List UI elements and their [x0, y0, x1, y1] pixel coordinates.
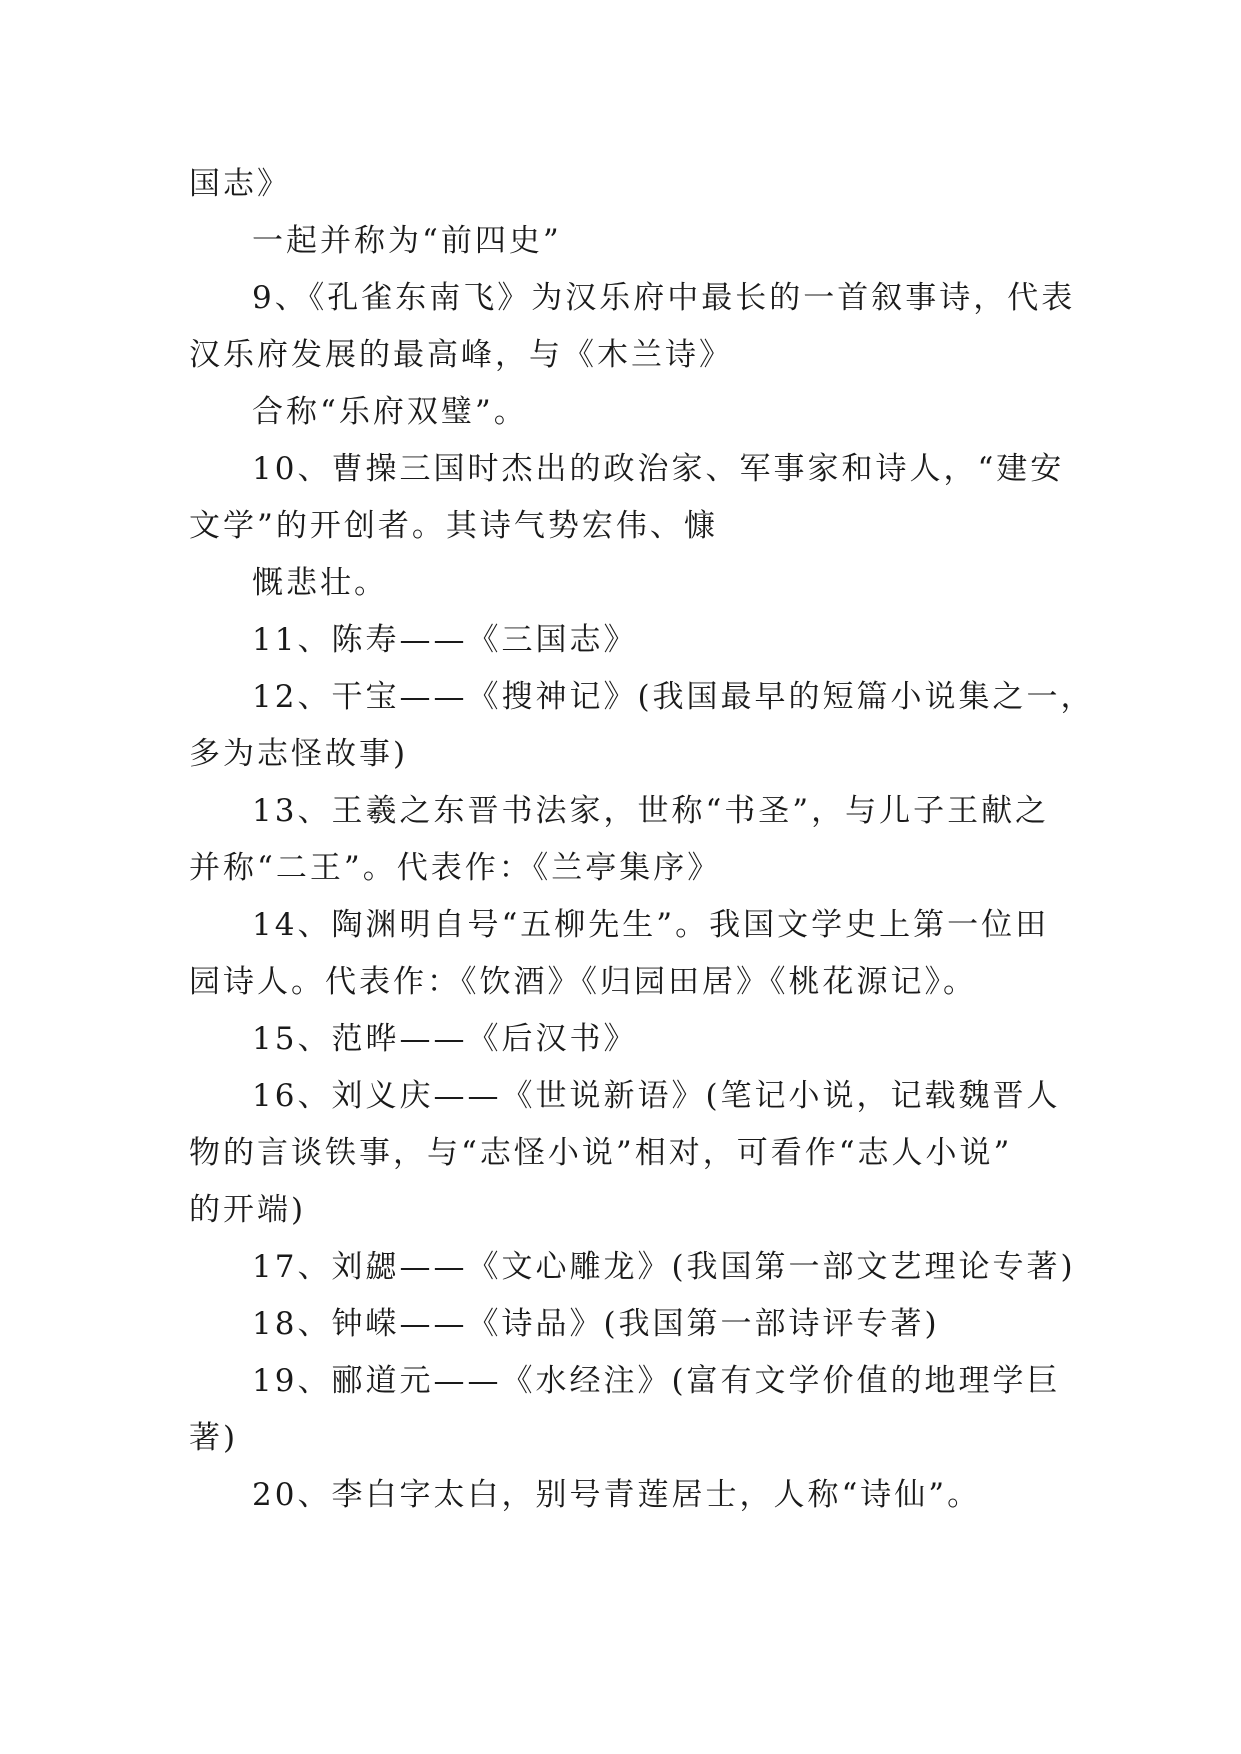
text-line: 多为志怪故事) — [189, 736, 409, 772]
text-line: 16、刘义庆——《世说新语》(笔记小说，记载魏晋人 — [252, 1078, 1061, 1114]
text-line: 园诗人。代表作：《饮酒》《归园田居》《桃花源记》。 — [189, 964, 977, 1000]
text-line: 10、曹操三国时杰出的政治家、军事家和诗人，“建安 — [252, 451, 1065, 487]
text-line: 11、陈寿——《三国志》 — [252, 622, 638, 658]
text-line: 著) — [189, 1420, 239, 1456]
text-line: 9、《孔雀东南飞》为汉乐府中最长的一首叙事诗，代表 — [252, 280, 1076, 316]
text-line: 17、刘勰——《文心雕龙》(我国第一部文艺理论专著) — [252, 1249, 1076, 1285]
text-line: 国志》 — [189, 166, 291, 202]
text-line: 慨悲壮。 — [252, 565, 388, 601]
text-line: 15、范晔——《后汉书》 — [252, 1021, 638, 1057]
text-line: 13、王羲之东晋书法家，世称“书圣”，与儿子王献之 — [252, 793, 1050, 829]
text-line: 19、郦道元——《水经注》(富有文学价值的地理学巨 — [252, 1363, 1061, 1399]
text-line: 20、李白字太白，别号青莲居士，人称“诗仙”。 — [252, 1477, 982, 1513]
text-line: 18、钟嵘——《诗品》(我国第一部诗评专著) — [252, 1306, 940, 1342]
text-line: 14、陶渊明自号“五柳先生”。我国文学史上第一位田 — [252, 907, 1050, 943]
text-line: 的开端) — [189, 1192, 307, 1228]
text-line: 合称“乐府双璧”。 — [252, 394, 528, 430]
text-line: 12、干宝——《搜神记》(我国最早的短篇小说集之一， — [252, 679, 1095, 715]
text-line: 并称“二王”。代表作：《兰亭集序》 — [189, 850, 722, 886]
text-line: 汉乐府发展的最高峰，与《木兰诗》 — [189, 337, 733, 373]
text-line: 文学”的开创者。其诗气势宏伟、慷 — [189, 508, 718, 544]
text-line: 物的言谈铁事，与“志怪小说”相对，可看作“志人小说” — [189, 1135, 1013, 1171]
text-line: 一起并称为“前四史” — [252, 223, 562, 259]
